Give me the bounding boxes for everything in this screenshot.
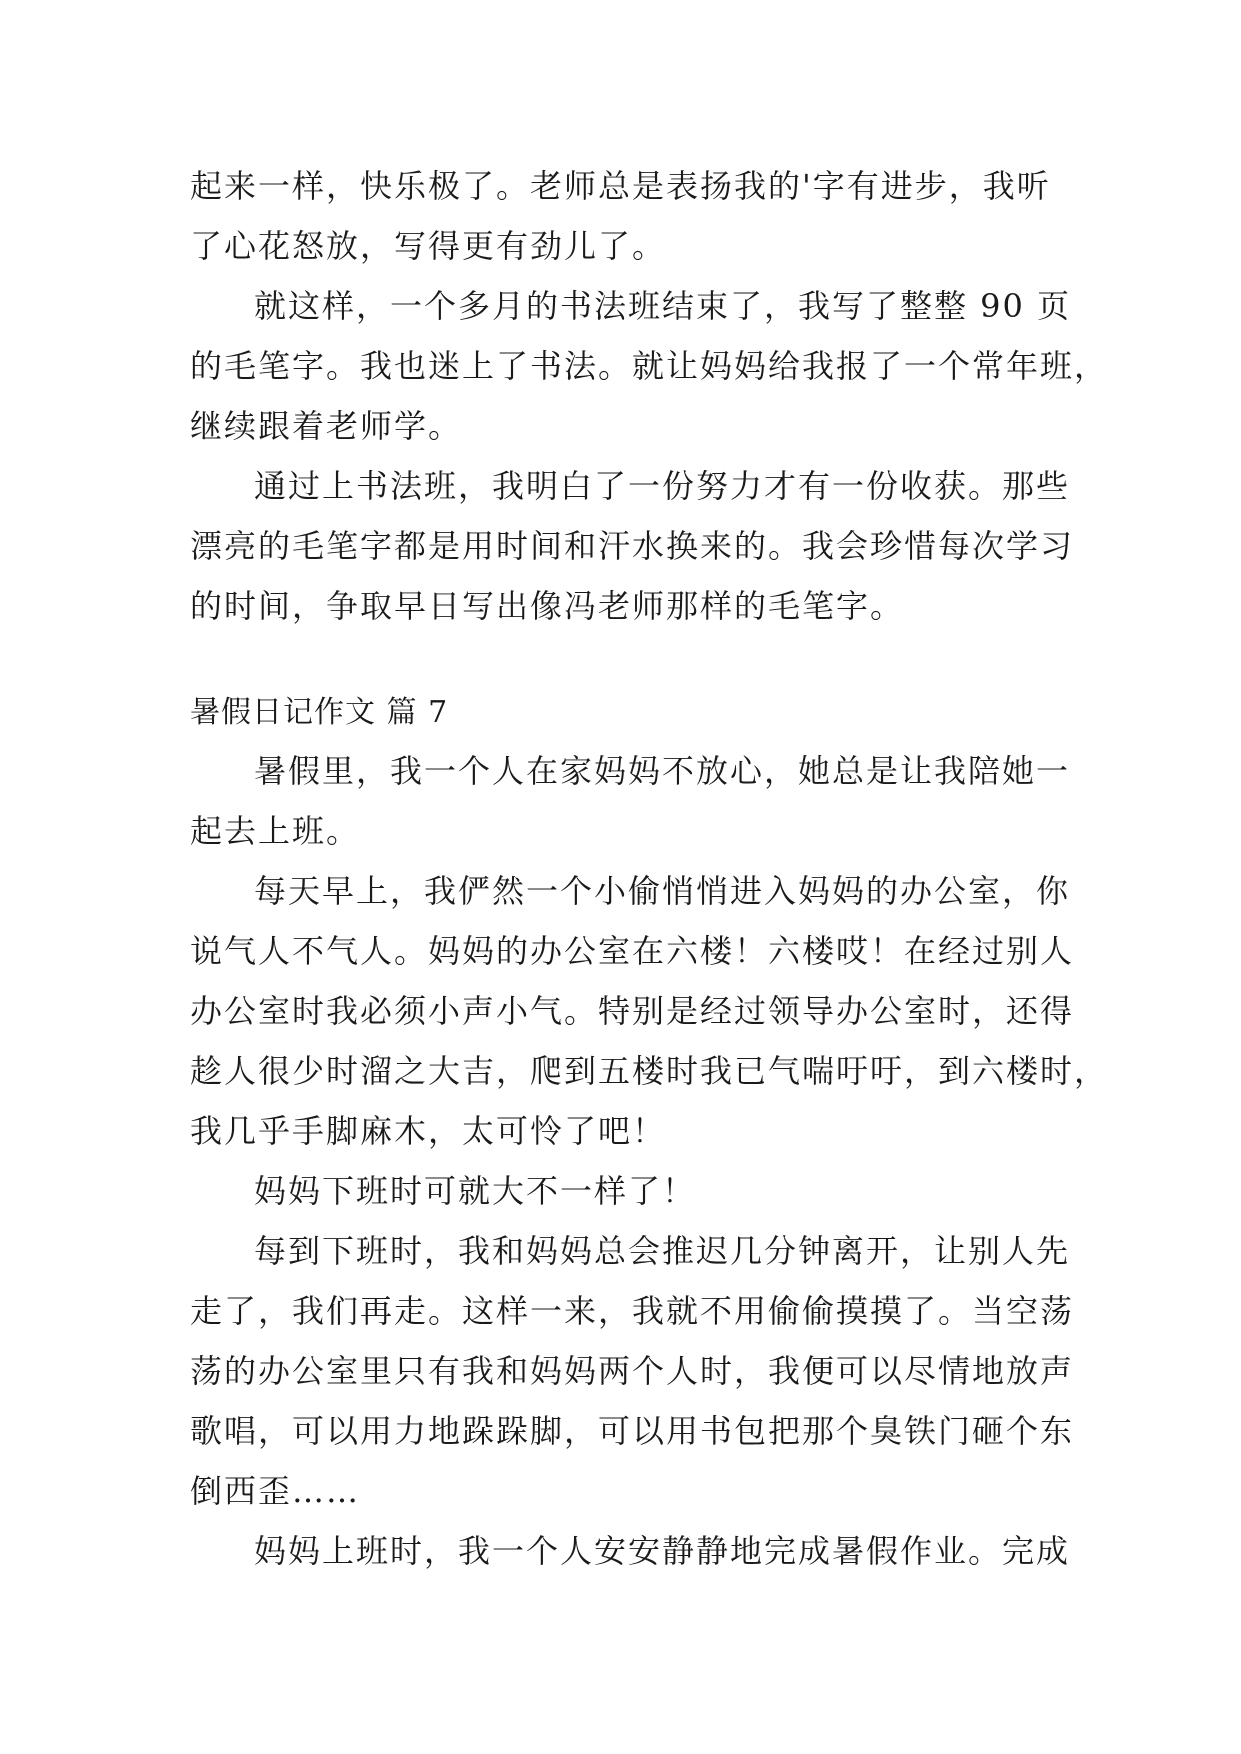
paragraph-line: 起去上班。: [190, 812, 361, 850]
paragraph-line: 漂亮的毛笔字都是用时间和汗水换来的。我会珍惜每次学习: [190, 527, 1075, 565]
paragraph-line: 暑假里，我一个人在家妈妈不放心，她总是让我陪她一: [254, 752, 1071, 790]
paragraph-line: 的毛笔字。我也迷上了书法。就让妈妈给我报了一个常年班，: [190, 347, 1109, 385]
section-heading: 暑假日记作文 篇 7: [190, 695, 449, 730]
paragraph-line: 我几乎手脚麻木，太可怜了吧！: [190, 1112, 667, 1150]
paragraph-line: 趁人很少时溜之大吉，爬到五楼时我已气喘吁吁，到六楼时，: [190, 1052, 1109, 1090]
paragraph-line: 荡的办公室里只有我和妈妈两个人时，我便可以尽情地放声: [190, 1352, 1075, 1390]
paragraph-line: 倒西歪……: [190, 1472, 361, 1510]
paragraph-line: 了心花怒放，写得更有劲儿了。: [190, 227, 667, 265]
paragraph-line: 每天早上，我俨然一个小偷悄悄进入妈妈的办公室，你: [254, 872, 1071, 910]
paragraph-line: 妈妈下班时可就大不一样了！: [254, 1172, 697, 1210]
paragraph-line: 就这样，一个多月的书法班结束了，我写了整整 90 页: [254, 287, 1072, 325]
paragraph-line: 继续跟着老师学。: [190, 407, 463, 445]
paragraph-line: 歌唱，可以用力地跺跺脚，可以用书包把那个臭铁门砸个东: [190, 1412, 1075, 1450]
paragraph-line: 每到下班时，我和妈妈总会推迟几分钟离开，让别人先: [254, 1232, 1071, 1270]
paragraph-line: 的时间，争取早日写出像冯老师那样的毛笔字。: [190, 587, 905, 625]
paragraph-line: 走了，我们再走。这样一来，我就不用偷偷摸摸了。当空荡: [190, 1292, 1075, 1330]
paragraph-line: 妈妈上班时，我一个人安安静静地完成暑假作业。完成: [254, 1532, 1071, 1570]
paragraph-line: 说气人不气人。妈妈的办公室在六楼！六楼哎！在经过别人: [190, 932, 1075, 970]
paragraph-line: 起来一样，快乐极了。老师总是表扬我的'字有进步，我听: [190, 167, 1051, 205]
paragraph-line: 通过上书法班，我明白了一份努力才有一份收获。那些: [254, 467, 1071, 505]
paragraph-line: 办公室时我必须小声小气。特别是经过领导办公室时，还得: [190, 992, 1075, 1030]
